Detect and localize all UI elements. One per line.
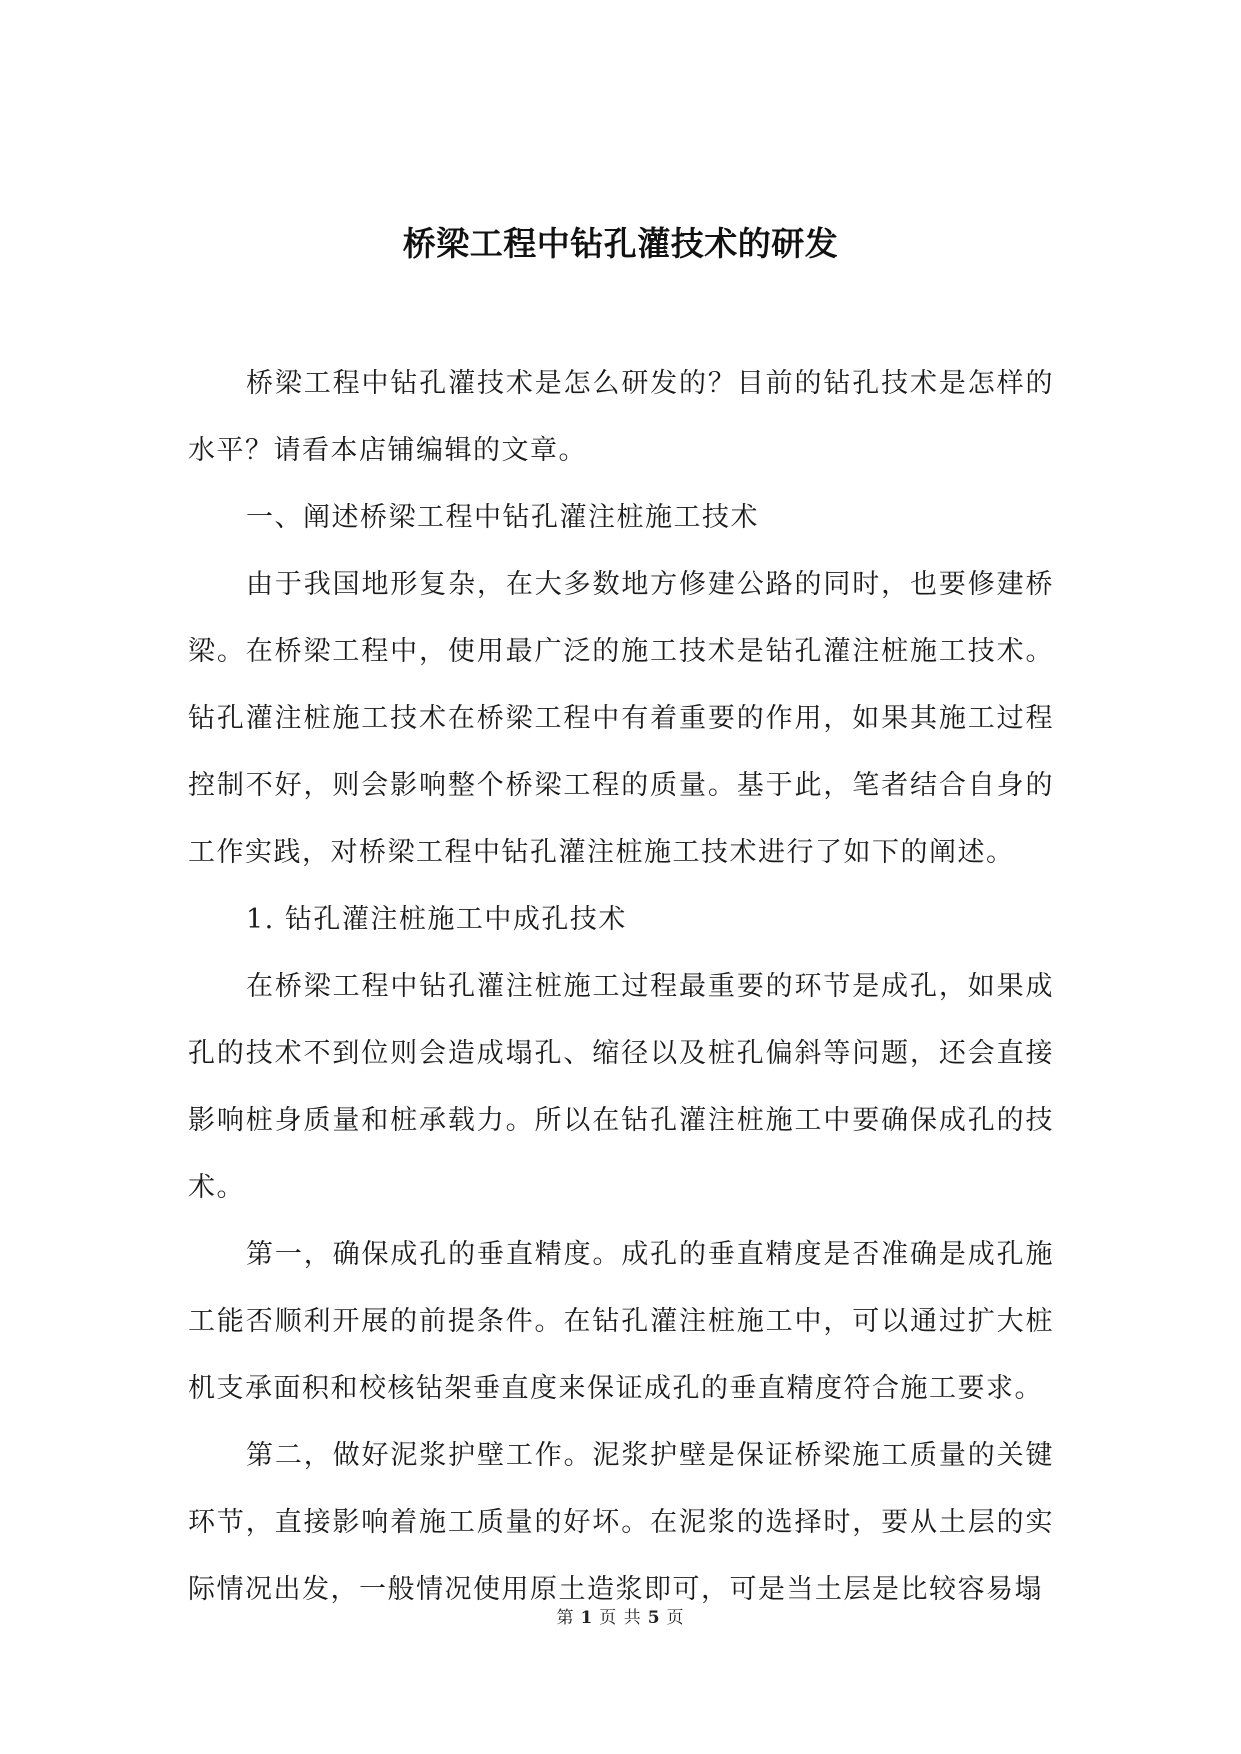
footer-suffix: 页 — [666, 1608, 685, 1628]
paragraph: 第二，做好泥浆护壁工作。泥浆护壁是保证桥梁施工质量的关键环节，直接影响着施工质量的好坏。在泥浆的选择时，要从土层的实际情况出发，一般情况使用原土造浆即可，可是当土层是比较容易塌 — [188, 1440, 1054, 1605]
paragraph: 在桥梁工程中钻孔灌注桩施工过程最重要的环节是成孔，如果成孔的技术不到位则会造成塌孔、缩径以及桩孔偏斜等问题，还会直接影响桩身质量和桩承载力。所以在钻孔灌注桩施工中要确保成孔的技术。 — [188, 971, 1054, 1203]
document-title: 桥梁工程中钻孔灌技术的研发 — [402, 224, 839, 263]
paragraph: 由于我国地形复杂，在大多数地方修建公路的同时，也要修建桥梁。在桥梁工程中，使用最广泛的施工技术是钻孔灌注桩施工技术。钻孔灌注桩施工技术在桥梁工程中有着重要的作用，如果其施工过程控制不好，则会影响整个桥梁工程的质量。基于此，笔者结合自身的工作实践，对桥梁工程中钻孔灌注桩施工技术进行了如下的阐述。 — [188, 569, 1054, 868]
page-footer — [0, 1606, 1241, 1630]
footer-total-pages: 5 — [647, 1608, 661, 1628]
footer-prefix: 第 — [556, 1608, 575, 1628]
paragraph: 桥梁工程中钻孔灌技术是怎么研发的？目前的钻孔技术是怎样的水平？请看本店铺编辑的文章。 — [188, 368, 1054, 466]
section-heading: 一、阐述桥梁工程中钻孔灌注桩施工技术 — [246, 502, 759, 533]
footer-current-page: 1 — [580, 1608, 594, 1628]
subsection-heading: 1. 钻孔灌注桩施工中成孔技术 — [246, 904, 627, 935]
document-body — [188, 350, 1054, 1623]
paragraph: 第一，确保成孔的垂直精度。成孔的垂直精度是否准确是成孔施工能否顺利开展的前提条件。在钻孔灌注桩施工中，可以通过扩大桩机支承面积和校核钻架垂直度来保证成孔的垂直精度符合施工要求。 — [188, 1239, 1054, 1404]
footer-middle: 页 共 — [599, 1608, 642, 1628]
